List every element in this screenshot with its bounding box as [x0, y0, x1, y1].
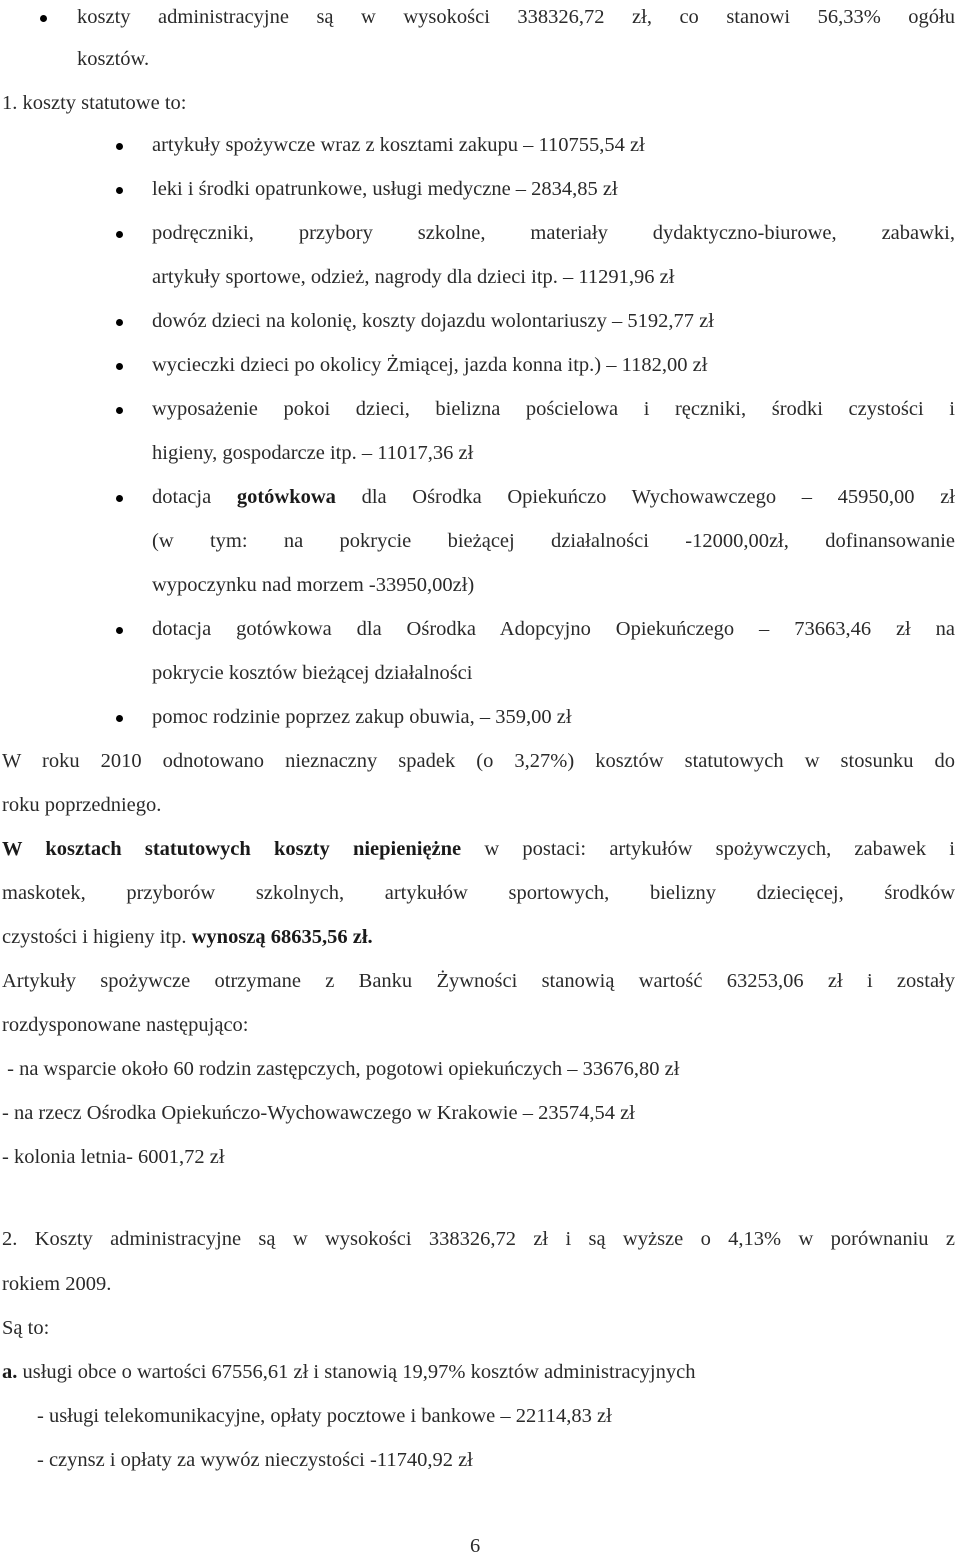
- statutory-item: artykuły spożywcze wraz z kosztami zakupu – 110755,54 zł: [152, 134, 645, 156]
- bold-text: W kosztach statutowych koszty niepieniężne: [2, 838, 462, 860]
- statutory-item: wyposażenie pokoi dzieci, bielizna pościelowa i ręczniki, środki czystości i: [152, 398, 955, 420]
- food-bank-line-1: Artykuły spożywcze otrzymane z Banku Żywności stanowią wartość 63253,06 zł i zostały: [2, 970, 955, 992]
- section-1-heading: 1. koszty statutowe to:: [2, 92, 187, 114]
- bullet-icon: [116, 495, 123, 502]
- statutory-item-continuation: pokrycie kosztów bieżącej działalności: [152, 662, 473, 684]
- food-bank-line-2: rozdysponowane następująco:: [2, 1014, 249, 1036]
- food-bank-item: - na wsparcie około 60 rodzin zastępczych, pogotowi opiekuńczych – 33676,80 zł: [2, 1058, 680, 1080]
- bullet-icon: [116, 319, 123, 326]
- statutory-item-continuation: wypoczynku nad morzem -33950,00zł): [152, 574, 475, 596]
- bullet-icon: [116, 187, 123, 194]
- section-2-subitem: - czynsz i opłaty za wywóz nieczystości -11740,92 zł: [37, 1449, 473, 1471]
- section-2-line-1: 2. Koszty administracyjne są w wysokości 338326,72 zł i są wyższe o 4,13% w porównaniu z: [2, 1228, 955, 1250]
- bullet-icon: [116, 363, 123, 370]
- paragraph-2010-line-2: roku poprzedniego.: [2, 794, 162, 816]
- paragraph-2010-line-1: W roku 2010 odnotowano nieznaczny spadek (o 3,27%) kosztów statutowych w stosunku do: [2, 750, 955, 772]
- bullet-icon: [40, 15, 47, 22]
- food-bank-item: - na rzecz Ośrodka Opiekuńczo-Wychowawczego w Krakowie – 23574,54 zł: [2, 1102, 635, 1124]
- page-number: 6: [470, 1535, 481, 1557]
- bold-text: a.: [2, 1361, 18, 1383]
- section-2-sa-to: Są to:: [2, 1317, 50, 1339]
- section-2-line-2: rokiem 2009.: [2, 1273, 112, 1295]
- statutory-item-continuation: (w tym: na pokrycie bieżącej działalności -12000,00zł, dofinansowanie: [152, 530, 955, 552]
- admin-costs-line-1: koszty administracyjne są w wysokości 338326,72 zł, co stanowi 56,33% ogółu: [77, 6, 955, 28]
- food-bank-item: - kolonia letnia- 6001,72 zł: [2, 1146, 225, 1168]
- bullet-icon: [116, 143, 123, 150]
- non-monetary-line-2: maskotek, przyborów szkolnych, artykułów sportowych, bielizny dziecięcej, środków: [2, 882, 955, 904]
- statutory-item: wycieczki dzieci po okolicy Żmiącej, jazda konna itp.) – 1182,00 zł: [152, 354, 708, 376]
- bullet-icon: [116, 715, 123, 722]
- section-2-item-a: a. usługi obce o wartości 67556,61 zł i stanowią 19,97% kosztów administracyjnych: [2, 1361, 696, 1383]
- admin-costs-line-2: kosztów.: [77, 48, 150, 70]
- bullet-icon: [116, 407, 123, 414]
- statutory-item: dotacja gotówkowa dla Ośrodka Opiekuńczo Wychowawczego – 45950,00 zł: [152, 486, 955, 508]
- bold-text: gotówkowa: [236, 486, 336, 508]
- non-monetary-line-1: W kosztach statutowych koszty niepieniężne w postaci: artykułów spożywczych, zabawek i: [2, 838, 956, 860]
- bold-text: wynoszą 68635,56 zł.: [191, 926, 373, 948]
- non-monetary-line-3: czystości i higieny itp. wynoszą 68635,56 zł.: [2, 926, 373, 948]
- statutory-item: dowóz dzieci na kolonię, koszty dojazdu wolontariuszy – 5192,77 zł: [152, 310, 714, 332]
- section-2-subitem: - usługi telekomunikacyjne, opłaty pocztowe i bankowe – 22114,83 zł: [37, 1405, 612, 1427]
- statutory-item-continuation: higieny, gospodarcze itp. – 11017,36 zł: [152, 442, 474, 464]
- statutory-item: dotacja gotówkowa dla Ośrodka Adopcyjno Opiekuńczego – 73663,46 zł na: [152, 618, 955, 640]
- statutory-item: pomoc rodzinie poprzez zakup obuwia, – 359,00 zł: [152, 706, 572, 728]
- statutory-item: leki i środki opatrunkowe, usługi medyczne – 2834,85 zł: [152, 178, 618, 200]
- bullet-icon: [116, 627, 123, 634]
- statutory-item: podręczniki, przybory szkolne, materiały dydaktyczno-biurowe, zabawki,: [152, 222, 955, 244]
- statutory-item-continuation: artykuły sportowe, odzież, nagrody dla dzieci itp. – 11291,96 zł: [152, 266, 675, 288]
- bullet-icon: [116, 231, 123, 238]
